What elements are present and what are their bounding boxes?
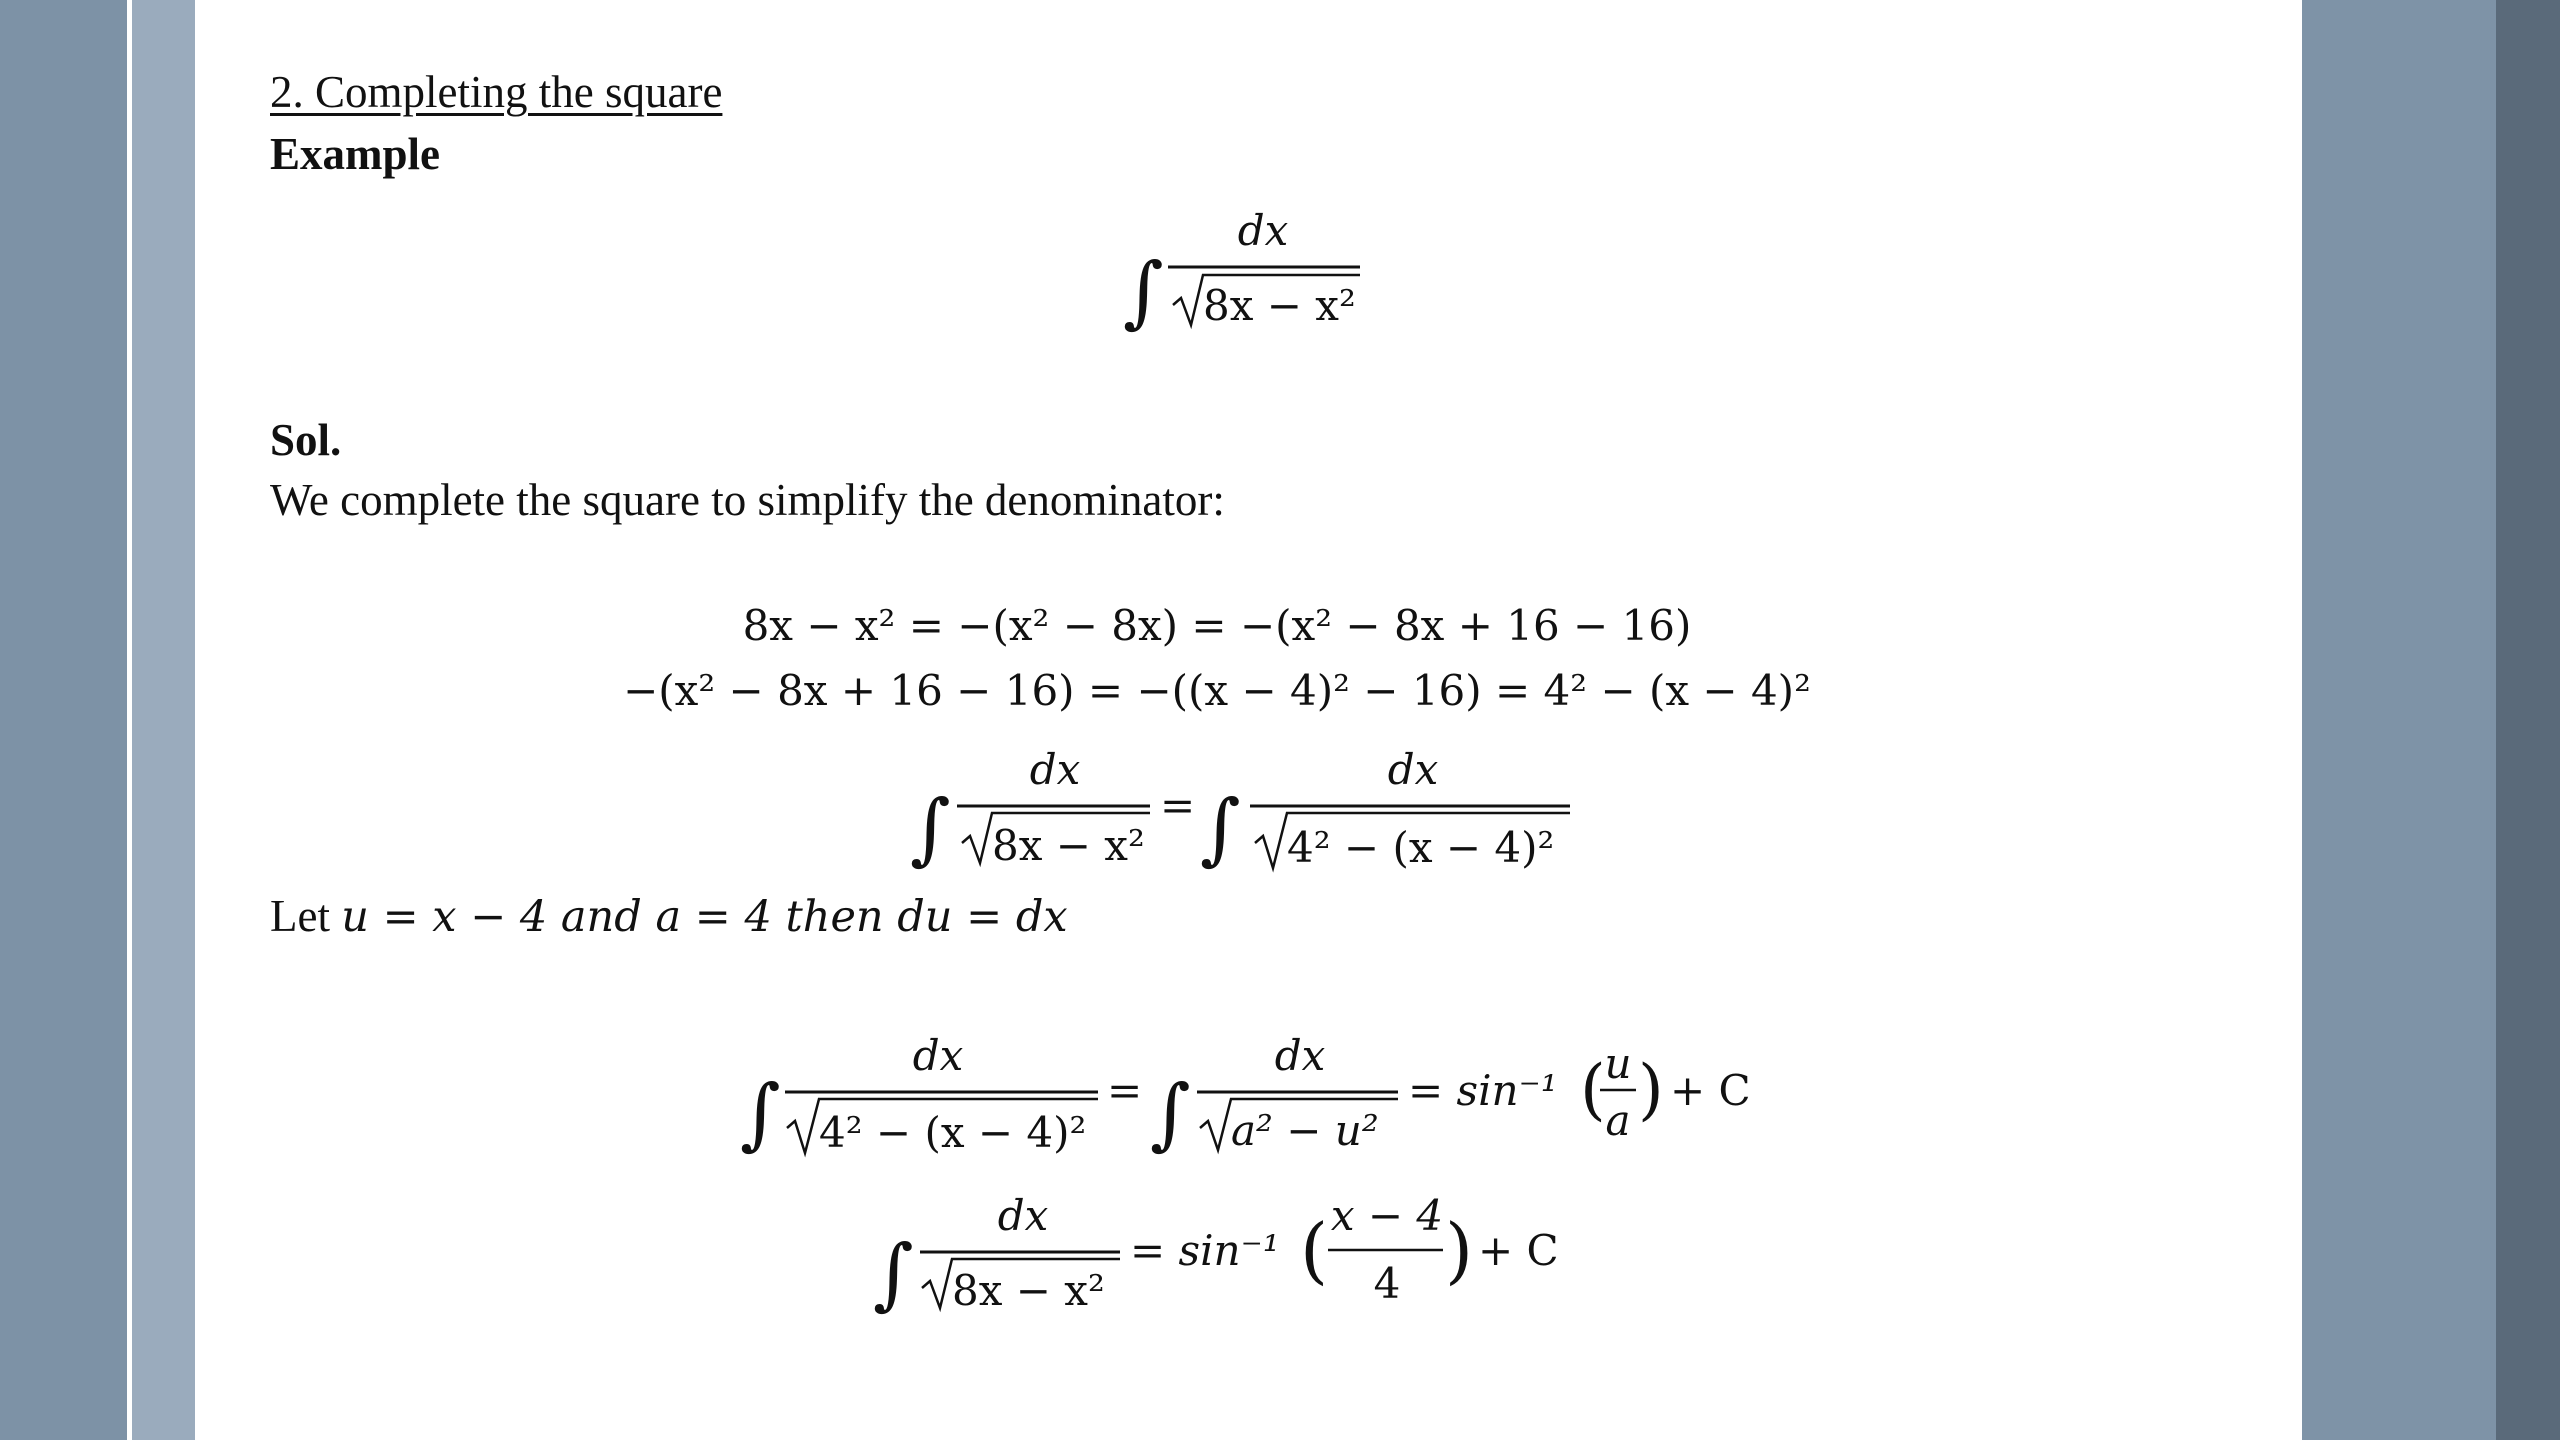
right-margin-light [2302,0,2496,1440]
svg-text:): ) [1638,1051,1664,1128]
svg-text:= sin⁻¹: = sin⁻¹ [1408,1066,1558,1115]
svg-text:dx: dx [1029,745,1081,794]
example-label: Example [270,129,441,179]
equation-example-integral [1123,206,1360,337]
svg-text:a: a [1605,1096,1631,1145]
left-margin-light [132,0,195,1440]
svg-text:dx: dx [1387,745,1439,794]
svg-text:+ C: + C [1670,1066,1751,1115]
let-substitution-line [270,890,1068,942]
solution-label: Sol. [270,415,342,465]
integral-sign-icon: ∫ [740,1069,781,1159]
eq0-numerator: dx [1237,206,1289,255]
eq0-denominator: 8x − x² [1203,281,1356,330]
equation-line-5 [873,1191,1559,1319]
right-margin-dark [2496,0,2560,1440]
integral-sign-icon: ∫ [1123,247,1164,337]
svg-text:a² − u²: a² − u² [1231,1106,1379,1155]
let-math: u = x − 4 and a = 4 then du = dx [341,892,1068,942]
equation-line-2: −(x² − 8x + 16 − 16) = −((x − 4)² − 16) = 4² − (x − 4)² [623,666,1811,715]
svg-text:(: ( [1300,1208,1329,1292]
document-page [195,0,2302,1440]
svg-text:(: ( [1580,1051,1606,1128]
svg-text:dx: dx [912,1031,964,1080]
svg-text:8x − x²: 8x − x² [952,1266,1105,1315]
svg-text:x − 4: x − 4 [1330,1191,1444,1240]
equation-line-4 [740,1031,1751,1159]
equation-line-3 [910,745,1570,874]
integral-sign-icon: ∫ [1200,784,1241,874]
svg-text:u: u [1604,1039,1632,1088]
equation-line-1: 8x − x² = −(x² − 8x) = −(x² − 8x + 16 − 16) [742,601,1692,650]
intro-text: We complete the square to simplify the denominator: [270,475,1225,525]
svg-text:8x − x²: 8x − x² [992,821,1145,870]
integral-sign-icon: ∫ [1150,1069,1191,1159]
left-margin-dark [0,0,127,1440]
svg-text:= sin⁻¹: = sin⁻¹ [1130,1226,1280,1275]
svg-text:+ C: + C [1478,1226,1559,1275]
svg-text:dx: dx [1274,1031,1326,1080]
section-title: 2. Completing the square [270,67,723,117]
svg-text:): ) [1445,1208,1474,1292]
svg-text:4² − (x − 4)²: 4² − (x − 4)² [819,1108,1087,1157]
svg-text:=: = [1160,781,1196,830]
svg-text:=: = [1107,1066,1143,1115]
integral-sign-icon: ∫ [910,784,951,874]
integral-sign-icon: ∫ [873,1229,914,1319]
svg-text:4: 4 [1373,1259,1401,1308]
svg-text:dx: dx [997,1191,1049,1240]
equations-canvas [195,0,2302,1440]
svg-text:4² − (x − 4)²: 4² − (x − 4)² [1287,823,1555,872]
let-prefix: Let [270,891,330,941]
